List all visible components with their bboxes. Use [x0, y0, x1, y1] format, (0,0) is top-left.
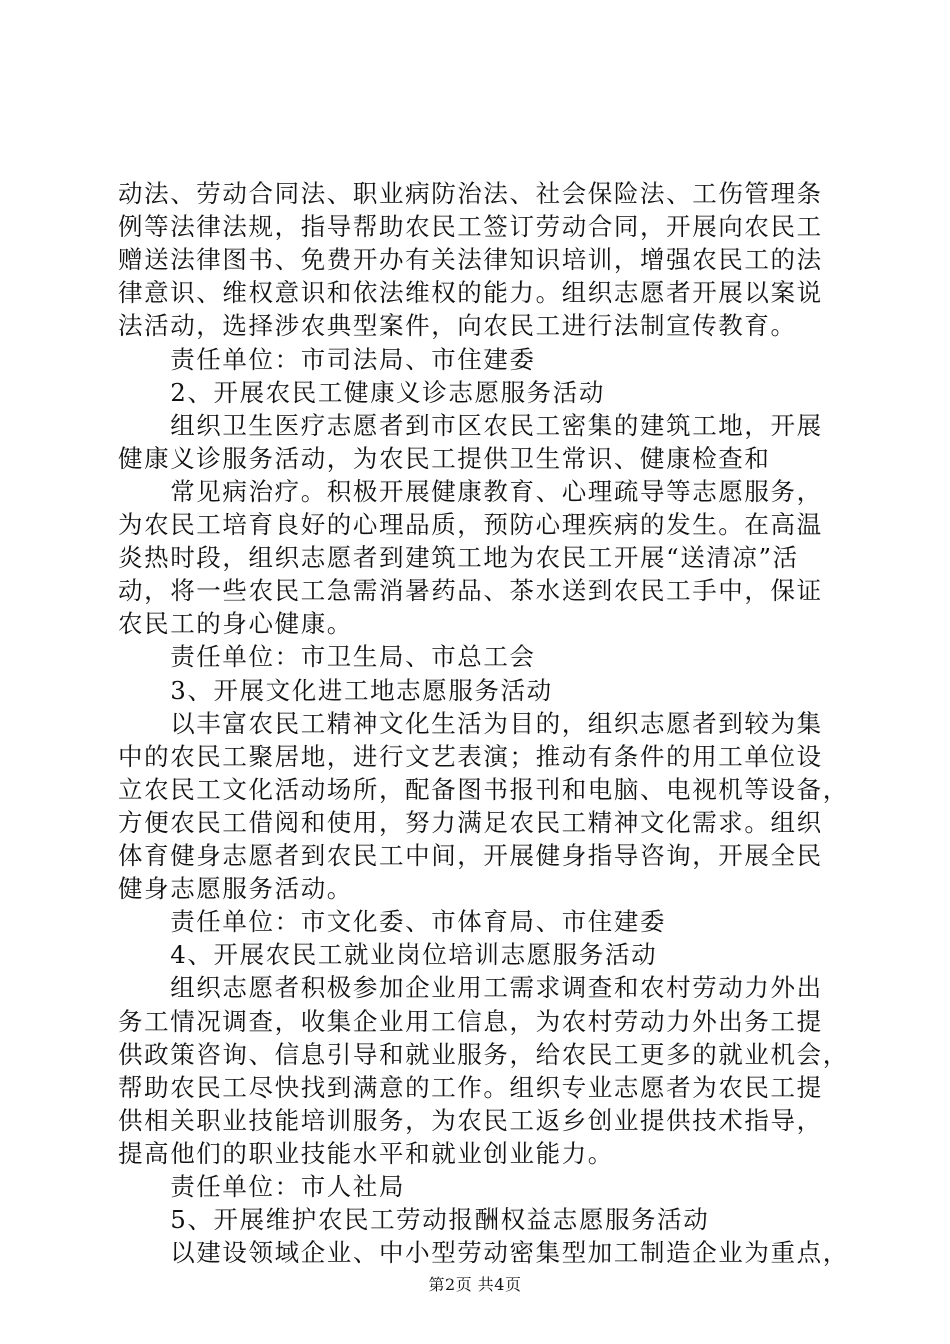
text-line: 责任单位：市文化委、市体育局、市住建委	[118, 907, 667, 937]
text-line: 健康义诊服务活动，为农民工提供卫生常识、健康检查和	[118, 443, 771, 473]
text-line: 动，将一些农民工急需消暑药品、茶水送到农民工手中，保证	[118, 576, 823, 606]
text-line: 组织志愿者积极参加企业用工需求调查和农村劳动力外出	[118, 973, 823, 1003]
text-line: 供相关职业技能培训服务，为农民工返乡创业提供技术指导，	[118, 1105, 823, 1135]
text-line: 提高他们的职业技能水平和就业创业能力。	[118, 1138, 614, 1168]
text-line: 律意识、维权意识和依法维权的能力。组织志愿者开展以案说	[118, 278, 823, 308]
text-line: 体育健身志愿者到农民工中间，开展健身指导咨询，开展全民	[118, 841, 823, 870]
text-line: 以丰富农民工精神文化生活为目的，组织志愿者到较为集	[118, 708, 823, 738]
text-line: 为农民工培育良好的心理品质，预防心理疾病的发生。在高温	[118, 510, 823, 539]
text-line: 法活动，选择涉农典型案件，向农民工进行法制宣传教育。	[118, 311, 797, 341]
text-line: 中的农民工聚居地，进行文艺表演；推动有条件的用工单位设	[118, 741, 823, 771]
text-line: 农民工的身心健康。	[118, 609, 353, 639]
text-line: 4、开展农民工就业岗位培训志愿服务活动	[118, 940, 658, 970]
text-line: 责任单位：市卫生局、市总工会	[118, 642, 536, 672]
text-line: 3、开展文化进工地志愿服务活动	[118, 675, 553, 705]
text-line: 帮助农民工尽快找到满意的工作。组织专业志愿者为农民工提	[118, 1072, 823, 1102]
text-line: 立农民工文化活动场所，配备图书报刊和电脑、电视机等设备，	[118, 774, 849, 804]
text-line: 2、开展农民工健康义诊志愿服务活动	[118, 377, 605, 407]
text-line: 方便农民工借阅和使用，努力满足农民工精神文化需求。组织	[118, 807, 823, 837]
text-line: 例等法律法规，指导帮助农民工签订劳动合同，开展向农民工	[118, 212, 823, 242]
text-line: 炎热时段，组织志愿者到建筑工地为农民工开展“送清凉”活	[118, 543, 799, 573]
text-line: 以建设领域企业、中小型劳动密集型加工制造企业为重点，	[118, 1238, 849, 1268]
text-line: 务工情况调查，收集企业用工信息，为农村劳动力外出务工提	[118, 1006, 823, 1036]
text-line: 常见病治疗。积极开展健康教育、心理疏导等志愿服务，	[118, 476, 823, 506]
text-line: 供政策咨询、信息引导和就业服务，给农民工更多的就业机会，	[118, 1039, 849, 1069]
text-line: 动法、劳动合同法、职业病防治法、社会保险法、工伤管理条	[118, 179, 823, 208]
text-line: 责任单位：市人社局	[118, 1172, 406, 1201]
text-line: 责任单位：市司法局、市住建委	[118, 344, 536, 374]
text-line: 健身志愿服务活动。	[118, 874, 353, 904]
text-line: 组织卫生医疗志愿者到市区农民工密集的建筑工地，开展	[118, 410, 823, 440]
text-line: 5、开展维护农民工劳动报酬权益志愿服务活动	[118, 1205, 710, 1235]
page-footer: 第2页 共4页	[428, 1275, 522, 1294]
text-line: 赠送法律图书、免费开办有关法律知识培训，增强农民工的法	[118, 245, 823, 275]
